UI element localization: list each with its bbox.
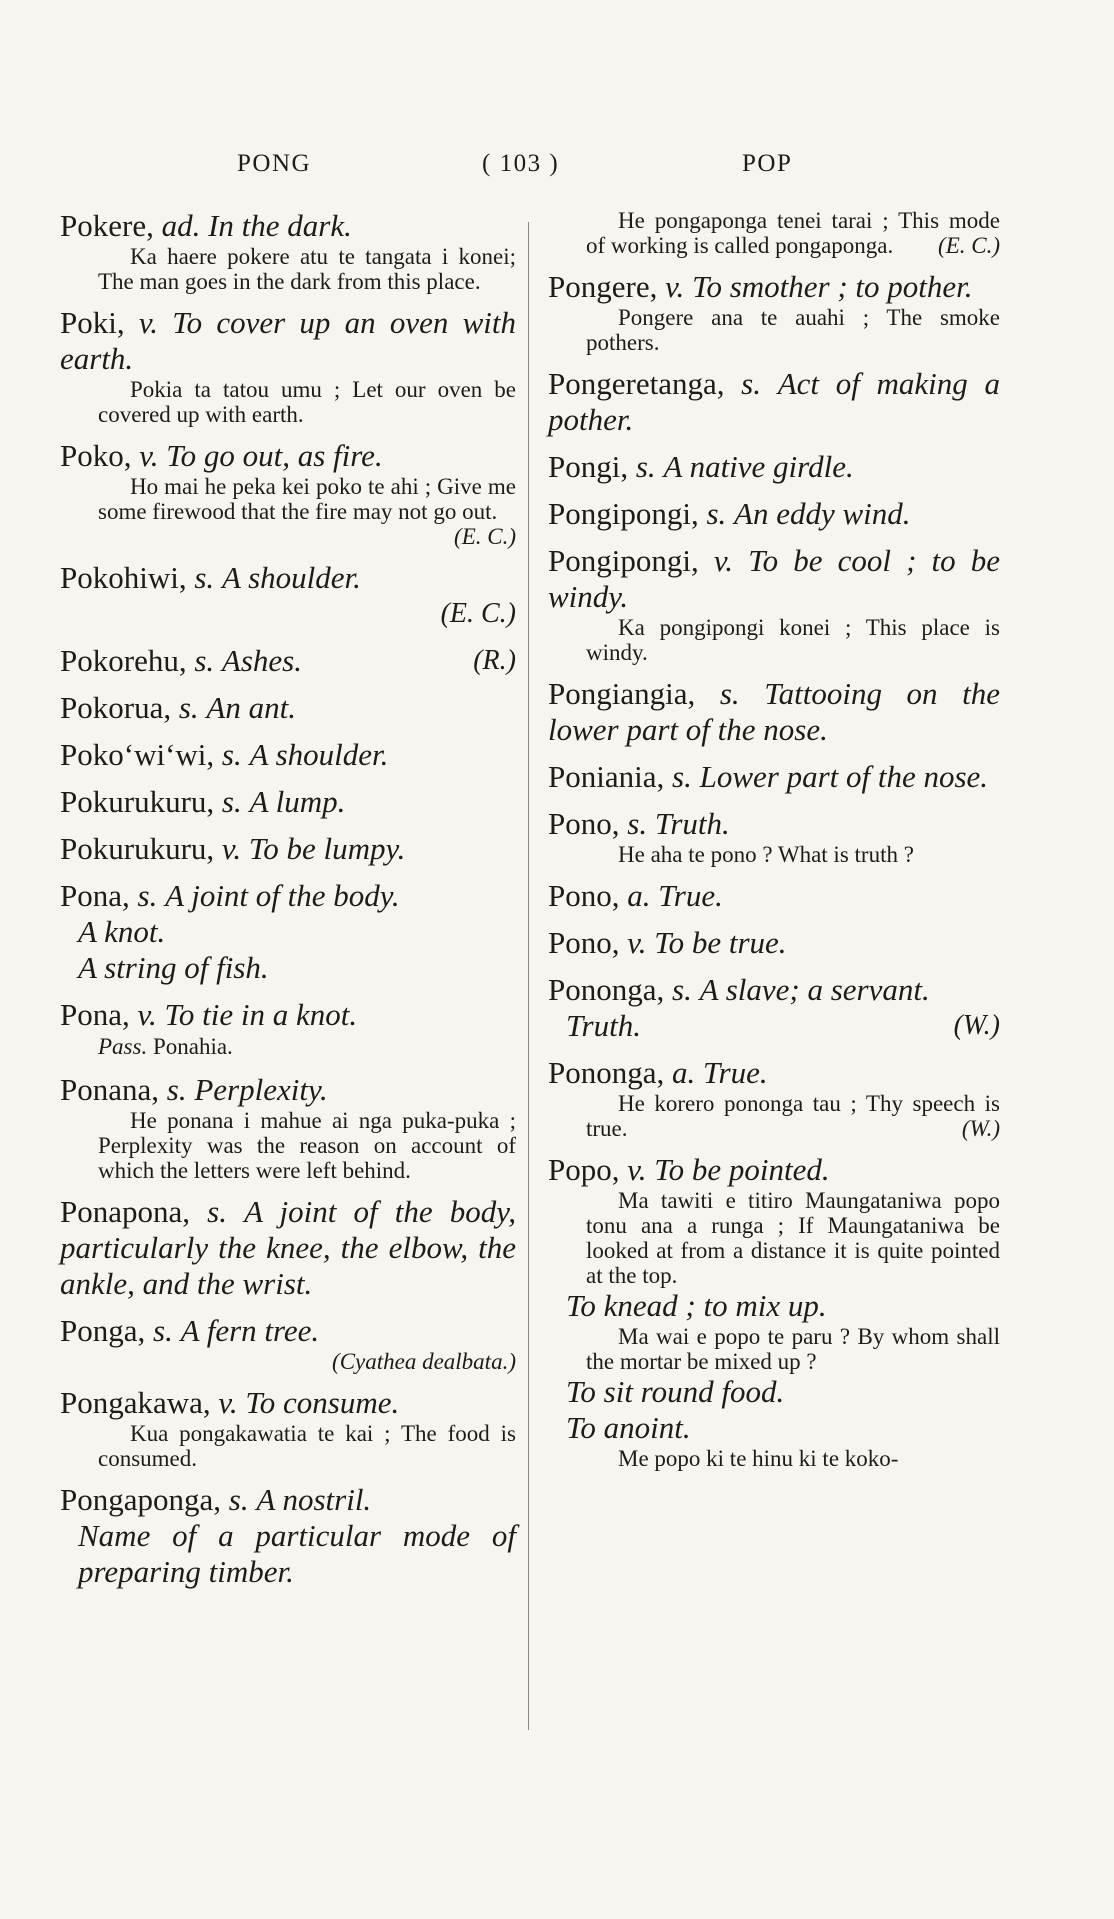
part-of-speech: s. — [706, 496, 727, 531]
entry-pokurukuru-s — [60, 784, 516, 820]
headword: Pokurukuru, — [60, 784, 215, 819]
entry-headline — [60, 997, 516, 1033]
headword: Poko‘wi‘wi, — [60, 737, 215, 772]
example: He ponana i mahue ai nga puka-puka ; Perplexity was the reason on account of which the letters were left behind. — [98, 1108, 516, 1183]
headword: Pokohiwi, — [60, 560, 187, 595]
additional-sense — [548, 1410, 1000, 1446]
entry-pongaponga — [60, 1482, 516, 1590]
entry-pokowiwi — [60, 737, 516, 773]
entry-poniania — [548, 759, 1000, 795]
entry-ponana — [60, 1072, 516, 1183]
part-of-speech: s. — [194, 560, 215, 595]
header-right-guideword: POP — [742, 150, 793, 177]
source-reference: (R.) — [473, 645, 516, 676]
part-of-speech: s. — [221, 784, 242, 819]
part-of-speech: s. — [194, 643, 215, 678]
definition: To be lumpy. — [248, 831, 406, 866]
part-of-speech: s. — [741, 366, 761, 401]
source-reference: (E. C.) — [440, 598, 516, 629]
headword: Pono, — [548, 925, 620, 960]
definition: To anoint. — [566, 1410, 691, 1445]
example: Pokia ta tatou umu ; Let our oven be covered up with earth. — [98, 377, 516, 427]
definition: Perplexity. — [194, 1072, 328, 1107]
definition: To be true. — [654, 925, 787, 960]
right-column — [548, 208, 1000, 1482]
entry-poko — [60, 438, 516, 549]
entry-pona-v — [60, 997, 516, 1061]
part-of-speech: s. — [228, 1482, 249, 1517]
entry-headline — [548, 972, 1000, 1008]
definition: Name of a particular mode of preparing timber. — [78, 1518, 516, 1589]
entry-pongi — [548, 449, 1000, 485]
example — [548, 208, 1000, 258]
scientific-name-line — [60, 1349, 516, 1374]
entry-headline — [60, 784, 516, 820]
additional-sense — [548, 1008, 1000, 1044]
entry-pokohiwi — [60, 560, 516, 632]
passive-label: Pass. — [98, 1034, 148, 1059]
entry-pononga-a — [548, 1055, 1000, 1141]
example: Kua pongakawatia te kai ; The food is consumed. — [98, 1421, 516, 1471]
definition: A slave; a servant. — [699, 972, 930, 1007]
entry-headline — [60, 208, 516, 244]
header-left-guideword: PONG — [237, 150, 312, 177]
entry-headline — [548, 269, 1000, 305]
definition: A joint of the body. — [165, 878, 400, 913]
entry-headline — [548, 1152, 1000, 1188]
entry-headline — [60, 737, 516, 773]
definition: Truth. — [566, 1008, 641, 1043]
scientific-name: (Cyathea dealbata.) — [332, 1349, 516, 1374]
headword: Pona, — [60, 997, 130, 1032]
source-reference: (E. C.) — [454, 524, 516, 549]
definition: A string of fish. — [78, 950, 269, 985]
passive-word: Ponahia. — [152, 1034, 233, 1059]
entry-headline — [60, 1313, 516, 1349]
example: Me popo ki te hinu ki te koko- — [618, 1446, 899, 1471]
example: Pongere ana te auahi ; The smoke pothers. — [586, 305, 1000, 355]
part-of-speech: v. — [137, 997, 157, 1032]
part-of-speech: v. — [138, 305, 159, 340]
entry-headline — [548, 925, 1000, 961]
entry-headline — [548, 676, 1000, 748]
header-page-number: ( 103 ) — [482, 150, 560, 177]
example — [60, 474, 516, 549]
part-of-speech: v. — [665, 269, 685, 304]
entry-headline — [60, 878, 516, 914]
part-of-speech: s. — [672, 972, 692, 1007]
definition: To knead ; to mix up. — [566, 1288, 827, 1323]
entry-headline — [60, 1385, 516, 1421]
example-text: He pongaponga tenei tarai ; This mode of working is called pongaponga. — [586, 208, 1000, 258]
entry-headline — [60, 1194, 516, 1302]
definition: In the dark. — [208, 208, 352, 243]
example: Ma wai e popo te paru ? By whom shall the mortar be mixed up ? — [586, 1324, 1000, 1374]
entry-pongaponga-continued — [548, 208, 1000, 258]
part-of-speech: s. — [627, 806, 648, 841]
definition: An ant. — [206, 690, 296, 725]
headword: Pongi, — [548, 449, 629, 484]
entry-headline — [548, 543, 1000, 615]
headword: Popo, — [548, 1152, 620, 1187]
entry-pokorua — [60, 690, 516, 726]
part-of-speech: v. — [627, 1152, 647, 1187]
source-reference: (W.) — [953, 1010, 1000, 1041]
part-of-speech: s. — [672, 759, 692, 794]
headword: Pongipongi, — [548, 543, 699, 578]
entry-ponga — [60, 1313, 516, 1374]
definition: A nostril. — [256, 1482, 372, 1517]
entry-ponapona — [60, 1194, 516, 1302]
headword: Pono, — [548, 878, 620, 913]
column-divider — [528, 222, 529, 1730]
definition: A joint of the body, particularly the knee, the elbow, the ankle, and the wrist. — [60, 1194, 516, 1301]
additional-sense — [60, 950, 516, 986]
entry-headline — [548, 759, 1000, 795]
source-reference: (E. C.) — [938, 233, 1000, 258]
entry-pokorehu — [60, 643, 516, 679]
additional-sense — [548, 1288, 1000, 1324]
definition: To be cool ; to be windy. — [548, 543, 1001, 614]
definition: To go out, as fire. — [166, 438, 383, 473]
entry-pongere — [548, 269, 1000, 355]
headword: Pongiangia, — [548, 676, 696, 711]
headword: Ponapona, — [60, 1194, 191, 1229]
definition: An eddy wind. — [734, 496, 911, 531]
entry-pona-s — [60, 878, 516, 986]
entry-pokere — [60, 208, 516, 294]
definition: True. — [703, 1055, 768, 1090]
headword: Pononga, — [548, 1055, 665, 1090]
headword: Ponga, — [60, 1313, 146, 1348]
entry-pongipongi-v — [548, 543, 1000, 665]
definition: To consume. — [245, 1385, 400, 1420]
entry-pongipongi-s — [548, 496, 1000, 532]
headword: Pono, — [548, 806, 620, 841]
entry-pongeretanga — [548, 366, 1000, 438]
part-of-speech: s. — [207, 1194, 227, 1229]
entry-pongiangia — [548, 676, 1000, 748]
example — [548, 1091, 1000, 1141]
part-of-speech: v. — [139, 438, 159, 473]
page-header — [0, 150, 1114, 190]
headword: Poki, — [60, 305, 125, 340]
part-of-speech: v. — [221, 831, 242, 866]
part-of-speech: ad. — [161, 208, 201, 243]
headword: Pongaponga, — [60, 1482, 222, 1517]
definition: Act of making a pother. — [548, 366, 1000, 437]
example: Ka pongipongi konei ; This place is windy. — [586, 615, 1000, 665]
part-of-speech: v. — [218, 1385, 238, 1420]
headword: Pokere, — [60, 208, 154, 243]
entry-headline — [548, 878, 1000, 914]
entry-source-line — [60, 596, 516, 632]
entry-headline — [60, 643, 516, 679]
definition: A shoulder. — [249, 737, 389, 772]
part-of-speech: s. — [221, 737, 242, 772]
part-of-speech: a. — [672, 1055, 696, 1090]
part-of-speech: s. — [137, 878, 158, 913]
definition: A shoulder. — [221, 560, 361, 595]
part-of-speech: s. — [178, 690, 199, 725]
entry-pono-s — [548, 806, 1000, 867]
entry-headline — [60, 438, 516, 474]
entry-headline — [548, 366, 1000, 438]
definition: A lump. — [249, 784, 346, 819]
part-of-speech: s. — [635, 449, 656, 484]
entry-popo — [548, 1152, 1000, 1471]
headword: Pokurukuru, — [60, 831, 215, 866]
part-of-speech: v. — [627, 925, 647, 960]
headword: Pongipongi, — [548, 496, 699, 531]
definition: To tie in a knot. — [164, 997, 358, 1032]
definition: Truth. — [654, 806, 730, 841]
entry-headline — [548, 806, 1000, 842]
part-of-speech: s. — [719, 676, 740, 711]
entry-pononga-s — [548, 972, 1000, 1044]
definition: To sit round food. — [566, 1374, 785, 1409]
definition: True. — [658, 878, 723, 913]
entry-headline — [548, 496, 1000, 532]
entry-pokurukuru-v — [60, 831, 516, 867]
definition: A native girdle. — [663, 449, 854, 484]
entry-headline — [60, 1072, 516, 1108]
entry-headline — [548, 1055, 1000, 1091]
passive-form — [60, 1033, 516, 1061]
definition: Tattooing on the lower part of the nose. — [548, 676, 1000, 747]
part-of-speech: s. — [153, 1313, 173, 1348]
example-text: Ho mai he peka kei poko te ahi ; Give me some firewood that the fire may not go out. — [98, 474, 516, 524]
part-of-speech: s. — [166, 1072, 187, 1107]
part-of-speech: a. — [627, 878, 651, 913]
additional-sense — [60, 1518, 516, 1590]
example-text: He korero pononga tau ; Thy speech is true. — [586, 1091, 1000, 1141]
definition: A fern tree. — [180, 1313, 320, 1348]
entry-headline — [60, 1482, 516, 1518]
left-column — [60, 208, 516, 1601]
entry-poki — [60, 305, 516, 427]
definition: To be pointed. — [654, 1152, 830, 1187]
headword: Pona, — [60, 878, 130, 913]
part-of-speech: v. — [713, 543, 734, 578]
example: Ma tawiti e titiro Maungataniwa popo tonu ana a runga ; If Maungataniwa be looked at from a distance it is quite pointed at the top. — [586, 1188, 1000, 1288]
headword: Pokorehu, — [60, 643, 187, 678]
source-reference: (W.) — [961, 1116, 1000, 1141]
additional-sense — [548, 1374, 1000, 1410]
headword: Ponana, — [60, 1072, 160, 1107]
headword: Poniania, — [548, 759, 665, 794]
entry-pono-v — [548, 925, 1000, 961]
definition: To cover up an oven with earth. — [60, 305, 516, 376]
headword: Pongeretanga, — [548, 366, 725, 401]
headword: Pokorua, — [60, 690, 172, 725]
additional-sense — [60, 914, 516, 950]
headword: Poko, — [60, 438, 132, 473]
entry-headline — [60, 831, 516, 867]
entry-pongakawa — [60, 1385, 516, 1471]
headword: Pononga, — [548, 972, 665, 1007]
entry-headline — [60, 690, 516, 726]
entry-pono-a — [548, 878, 1000, 914]
example: He aha te pono ? What is truth ? — [618, 842, 914, 867]
entry-headline — [60, 560, 516, 596]
entry-headline — [548, 449, 1000, 485]
definition: Lower part of the nose. — [699, 759, 989, 794]
example: Ka haere pokere atu te tangata i konei; The man goes in the dark from this place. — [98, 244, 516, 294]
headword: Pongere, — [548, 269, 658, 304]
headword: Pongakawa, — [60, 1385, 211, 1420]
entry-headline — [60, 305, 516, 377]
definition: A knot. — [78, 914, 166, 949]
definition: To smother ; to pother. — [692, 269, 973, 304]
definition: Ashes. — [221, 643, 302, 678]
